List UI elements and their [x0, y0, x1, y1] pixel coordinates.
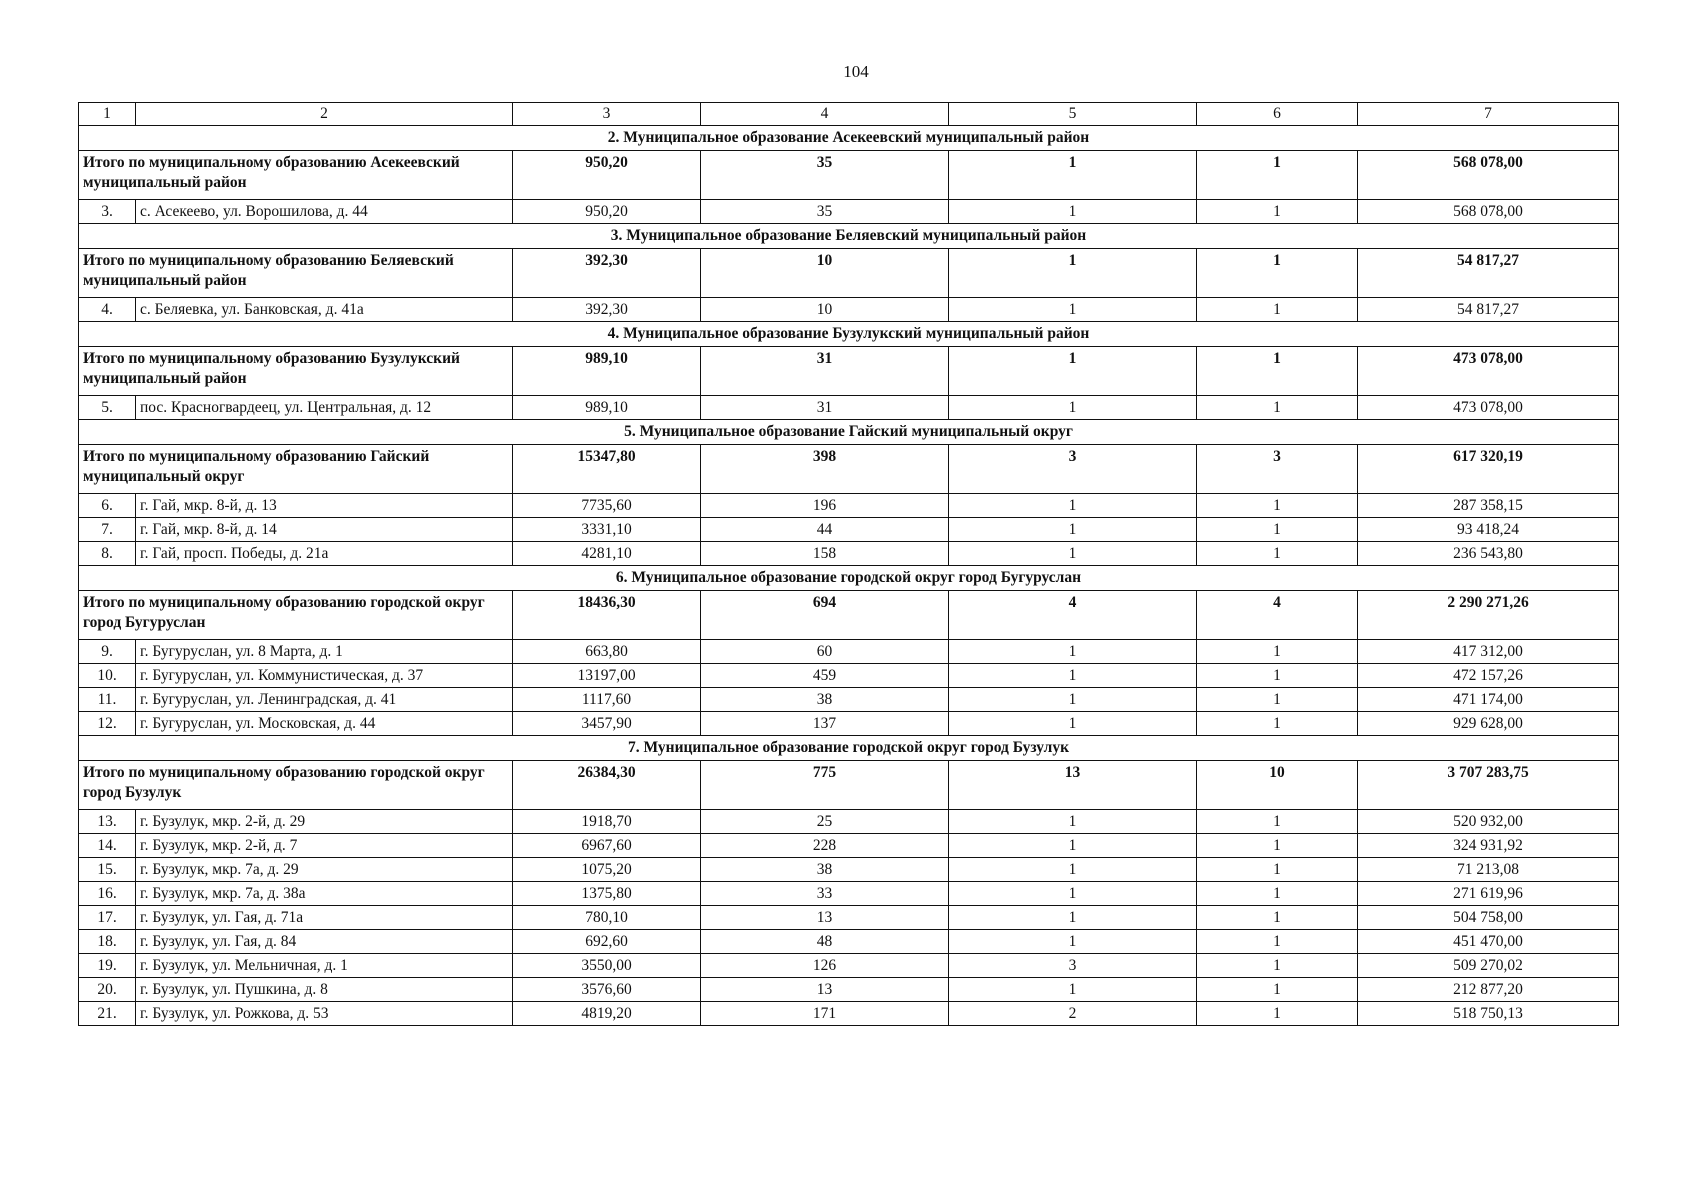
total-value-c5: 1	[949, 151, 1197, 200]
section-title: 5. Муниципальное образование Гайский муниципальный округ	[79, 420, 1619, 445]
row-value-c7: 271 619,96	[1358, 882, 1619, 906]
total-value-c7: 617 320,19	[1358, 445, 1619, 494]
row-value-c6: 1	[1197, 688, 1358, 712]
row-value-c6: 1	[1197, 542, 1358, 566]
row-address: г. Бузулук, ул. Гая, д. 71а	[136, 906, 513, 930]
column-number-2: 2	[136, 103, 513, 126]
table-row	[79, 298, 1619, 322]
total-value-c7: 568 078,00	[1358, 151, 1619, 200]
table-row	[79, 664, 1619, 688]
row-value-c3: 1375,80	[513, 882, 701, 906]
row-value-c6: 1	[1197, 978, 1358, 1002]
total-value-c3: 392,30	[513, 249, 701, 298]
section-heading-row	[79, 736, 1619, 761]
row-number: 19.	[79, 954, 136, 978]
row-value-c5: 1	[949, 978, 1197, 1002]
total-label: Итого по муниципальному образованию городской округ город Бузулук	[79, 761, 513, 810]
row-value-c5: 1	[949, 664, 1197, 688]
row-value-c7: 212 877,20	[1358, 978, 1619, 1002]
row-value-c4: 35	[701, 200, 949, 224]
row-value-c6: 1	[1197, 200, 1358, 224]
row-value-c6: 1	[1197, 810, 1358, 834]
row-value-c3: 3550,00	[513, 954, 701, 978]
table-row	[79, 1002, 1619, 1026]
row-value-c3: 6967,60	[513, 834, 701, 858]
row-value-c6: 1	[1197, 906, 1358, 930]
row-value-c5: 1	[949, 858, 1197, 882]
row-number: 3.	[79, 200, 136, 224]
total-value-c6: 10	[1197, 761, 1358, 810]
row-value-c4: 13	[701, 906, 949, 930]
table-body	[79, 103, 1619, 1026]
row-address: г. Бузулук, мкр. 2-й, д. 29	[136, 810, 513, 834]
row-number: 16.	[79, 882, 136, 906]
total-label: Итого по муниципальному образованию городской округ город Бугуруслан	[79, 591, 513, 640]
section-title: 4. Муниципальное образование Бузулукский муниципальный район	[79, 322, 1619, 347]
row-value-c7: 473 078,00	[1358, 396, 1619, 420]
row-number: 21.	[79, 1002, 136, 1026]
row-value-c4: 228	[701, 834, 949, 858]
row-value-c3: 3576,60	[513, 978, 701, 1002]
row-value-c5: 1	[949, 882, 1197, 906]
row-value-c3: 950,20	[513, 200, 701, 224]
total-value-c7: 54 817,27	[1358, 249, 1619, 298]
row-value-c4: 31	[701, 396, 949, 420]
row-address: с. Беляевка, ул. Банковская, д. 41а	[136, 298, 513, 322]
section-heading-row	[79, 224, 1619, 249]
section-total-row	[79, 347, 1619, 396]
table-row	[79, 200, 1619, 224]
row-value-c5: 3	[949, 954, 1197, 978]
row-address: г. Бузулук, ул. Рожкова, д. 53	[136, 1002, 513, 1026]
section-title: 3. Муниципальное образование Беляевский муниципальный район	[79, 224, 1619, 249]
section-heading-row	[79, 420, 1619, 445]
row-number: 12.	[79, 712, 136, 736]
row-value-c4: 44	[701, 518, 949, 542]
section-title: 2. Муниципальное образование Асекеевский муниципальный район	[79, 126, 1619, 151]
row-value-c6: 1	[1197, 930, 1358, 954]
row-value-c5: 1	[949, 930, 1197, 954]
row-value-c4: 126	[701, 954, 949, 978]
table-row	[79, 882, 1619, 906]
row-value-c4: 158	[701, 542, 949, 566]
row-number: 13.	[79, 810, 136, 834]
row-value-c4: 13	[701, 978, 949, 1002]
row-value-c3: 4819,20	[513, 1002, 701, 1026]
total-value-c4: 31	[701, 347, 949, 396]
total-value-c3: 15347,80	[513, 445, 701, 494]
row-value-c4: 33	[701, 882, 949, 906]
section-title: 6. Муниципальное образование городской округ город Бугуруслан	[79, 566, 1619, 591]
total-value-c4: 398	[701, 445, 949, 494]
row-value-c5: 1	[949, 640, 1197, 664]
row-value-c3: 780,10	[513, 906, 701, 930]
section-total-row	[79, 761, 1619, 810]
row-address: пос. Красногвардеец, ул. Центральная, д. 12	[136, 396, 513, 420]
row-number: 10.	[79, 664, 136, 688]
table-row	[79, 494, 1619, 518]
table-row	[79, 640, 1619, 664]
row-value-c7: 568 078,00	[1358, 200, 1619, 224]
row-value-c5: 1	[949, 542, 1197, 566]
row-value-c7: 520 932,00	[1358, 810, 1619, 834]
total-value-c6: 1	[1197, 347, 1358, 396]
row-number: 8.	[79, 542, 136, 566]
row-value-c4: 10	[701, 298, 949, 322]
row-number: 9.	[79, 640, 136, 664]
row-value-c3: 1075,20	[513, 858, 701, 882]
total-label: Итого по муниципальному образованию Беляевский муниципальный район	[79, 249, 513, 298]
table-row	[79, 518, 1619, 542]
row-value-c3: 663,80	[513, 640, 701, 664]
row-number: 11.	[79, 688, 136, 712]
table-row	[79, 930, 1619, 954]
row-value-c5: 1	[949, 688, 1197, 712]
table-row	[79, 712, 1619, 736]
row-value-c7: 929 628,00	[1358, 712, 1619, 736]
total-value-c6: 4	[1197, 591, 1358, 640]
row-value-c6: 1	[1197, 494, 1358, 518]
row-value-c5: 1	[949, 396, 1197, 420]
row-address: г. Бугуруслан, ул. Ленинградская, д. 41	[136, 688, 513, 712]
total-value-c4: 10	[701, 249, 949, 298]
row-value-c5: 1	[949, 834, 1197, 858]
row-address: г. Бузулук, ул. Пушкина, д. 8	[136, 978, 513, 1002]
row-value-c6: 1	[1197, 954, 1358, 978]
column-number-1: 1	[79, 103, 136, 126]
row-value-c4: 38	[701, 688, 949, 712]
total-value-c6: 3	[1197, 445, 1358, 494]
row-address: г. Гай, просп. Победы, д. 21а	[136, 542, 513, 566]
row-value-c4: 25	[701, 810, 949, 834]
total-value-c4: 694	[701, 591, 949, 640]
total-value-c3: 26384,30	[513, 761, 701, 810]
total-value-c5: 1	[949, 249, 1197, 298]
table-row	[79, 688, 1619, 712]
row-address: г. Бугуруслан, ул. Московская, д. 44	[136, 712, 513, 736]
objects-table	[78, 102, 1619, 1026]
row-value-c4: 459	[701, 664, 949, 688]
row-address: г. Бузулук, мкр. 7а, д. 29	[136, 858, 513, 882]
row-value-c4: 38	[701, 858, 949, 882]
table-row	[79, 954, 1619, 978]
row-value-c3: 392,30	[513, 298, 701, 322]
row-value-c5: 1	[949, 200, 1197, 224]
table-row	[79, 906, 1619, 930]
row-number: 17.	[79, 906, 136, 930]
total-value-c3: 950,20	[513, 151, 701, 200]
row-value-c4: 60	[701, 640, 949, 664]
total-value-c5: 4	[949, 591, 1197, 640]
row-value-c3: 3457,90	[513, 712, 701, 736]
page-number: 104	[843, 62, 869, 81]
row-address: г. Гай, мкр. 8-й, д. 14	[136, 518, 513, 542]
row-value-c4: 48	[701, 930, 949, 954]
total-value-c7: 473 078,00	[1358, 347, 1619, 396]
row-value-c4: 137	[701, 712, 949, 736]
total-value-c6: 1	[1197, 151, 1358, 200]
row-number: 5.	[79, 396, 136, 420]
row-value-c7: 93 418,24	[1358, 518, 1619, 542]
table-row	[79, 858, 1619, 882]
row-value-c3: 7735,60	[513, 494, 701, 518]
section-heading-row	[79, 126, 1619, 151]
total-value-c6: 1	[1197, 249, 1358, 298]
row-value-c7: 287 358,15	[1358, 494, 1619, 518]
row-value-c3: 1117,60	[513, 688, 701, 712]
row-value-c5: 1	[949, 906, 1197, 930]
row-address: с. Асекеево, ул. Ворошилова, д. 44	[136, 200, 513, 224]
row-value-c7: 472 157,26	[1358, 664, 1619, 688]
row-address: г. Бугуруслан, ул. Коммунистическая, д. 37	[136, 664, 513, 688]
table-row	[79, 542, 1619, 566]
row-value-c5: 1	[949, 810, 1197, 834]
row-number: 15.	[79, 858, 136, 882]
column-number-3: 3	[513, 103, 701, 126]
row-value-c6: 1	[1197, 834, 1358, 858]
row-value-c3: 3331,10	[513, 518, 701, 542]
row-value-c6: 1	[1197, 858, 1358, 882]
section-heading-row	[79, 566, 1619, 591]
column-numbers-row	[79, 103, 1619, 126]
total-value-c3: 18436,30	[513, 591, 701, 640]
total-label: Итого по муниципальному образованию Гайский муниципальный округ	[79, 445, 513, 494]
row-number: 4.	[79, 298, 136, 322]
row-number: 18.	[79, 930, 136, 954]
total-value-c7: 3 707 283,75	[1358, 761, 1619, 810]
row-value-c7: 71 213,08	[1358, 858, 1619, 882]
row-address: г. Гай, мкр. 8-й, д. 13	[136, 494, 513, 518]
row-value-c7: 518 750,13	[1358, 1002, 1619, 1026]
row-value-c7: 54 817,27	[1358, 298, 1619, 322]
row-value-c6: 1	[1197, 518, 1358, 542]
row-value-c6: 1	[1197, 640, 1358, 664]
row-value-c3: 692,60	[513, 930, 701, 954]
row-value-c6: 1	[1197, 882, 1358, 906]
table-row	[79, 810, 1619, 834]
table-row	[79, 396, 1619, 420]
total-value-c4: 775	[701, 761, 949, 810]
row-number: 6.	[79, 494, 136, 518]
row-value-c7: 236 543,80	[1358, 542, 1619, 566]
total-value-c3: 989,10	[513, 347, 701, 396]
row-value-c4: 171	[701, 1002, 949, 1026]
row-value-c7: 451 470,00	[1358, 930, 1619, 954]
row-value-c5: 1	[949, 494, 1197, 518]
total-label: Итого по муниципальному образованию Асекеевский муниципальный район	[79, 151, 513, 200]
row-value-c3: 989,10	[513, 396, 701, 420]
total-value-c7: 2 290 271,26	[1358, 591, 1619, 640]
total-value-c5: 13	[949, 761, 1197, 810]
total-value-c5: 1	[949, 347, 1197, 396]
section-total-row	[79, 249, 1619, 298]
row-address: г. Бузулук, ул. Гая, д. 84	[136, 930, 513, 954]
row-number: 20.	[79, 978, 136, 1002]
section-total-row	[79, 445, 1619, 494]
row-value-c3: 4281,10	[513, 542, 701, 566]
row-value-c7: 509 270,02	[1358, 954, 1619, 978]
section-total-row	[79, 151, 1619, 200]
column-number-5: 5	[949, 103, 1197, 126]
total-label: Итого по муниципальному образованию Бузулукский муниципальный район	[79, 347, 513, 396]
row-value-c6: 1	[1197, 664, 1358, 688]
row-value-c3: 1918,70	[513, 810, 701, 834]
row-value-c5: 2	[949, 1002, 1197, 1026]
row-value-c6: 1	[1197, 396, 1358, 420]
row-value-c4: 196	[701, 494, 949, 518]
table-row	[79, 978, 1619, 1002]
row-value-c6: 1	[1197, 298, 1358, 322]
total-value-c4: 35	[701, 151, 949, 200]
row-value-c3: 13197,00	[513, 664, 701, 688]
column-number-4: 4	[701, 103, 949, 126]
row-value-c6: 1	[1197, 1002, 1358, 1026]
row-value-c5: 1	[949, 518, 1197, 542]
row-number: 7.	[79, 518, 136, 542]
row-value-c7: 324 931,92	[1358, 834, 1619, 858]
row-address: г. Бузулук, мкр. 2-й, д. 7	[136, 834, 513, 858]
row-number: 14.	[79, 834, 136, 858]
row-address: г. Бузулук, мкр. 7а, д. 38а	[136, 882, 513, 906]
row-value-c5: 1	[949, 298, 1197, 322]
section-total-row	[79, 591, 1619, 640]
total-value-c5: 3	[949, 445, 1197, 494]
row-value-c7: 417 312,00	[1358, 640, 1619, 664]
section-title: 7. Муниципальное образование городской округ город Бузулук	[79, 736, 1619, 761]
row-address: г. Бузулук, ул. Мельничная, д. 1	[136, 954, 513, 978]
column-number-7: 7	[1358, 103, 1619, 126]
row-value-c7: 471 174,00	[1358, 688, 1619, 712]
row-value-c6: 1	[1197, 712, 1358, 736]
column-number-6: 6	[1197, 103, 1358, 126]
row-address: г. Бугуруслан, ул. 8 Марта, д. 1	[136, 640, 513, 664]
table-row	[79, 834, 1619, 858]
row-value-c5: 1	[949, 712, 1197, 736]
row-value-c7: 504 758,00	[1358, 906, 1619, 930]
section-heading-row	[79, 322, 1619, 347]
